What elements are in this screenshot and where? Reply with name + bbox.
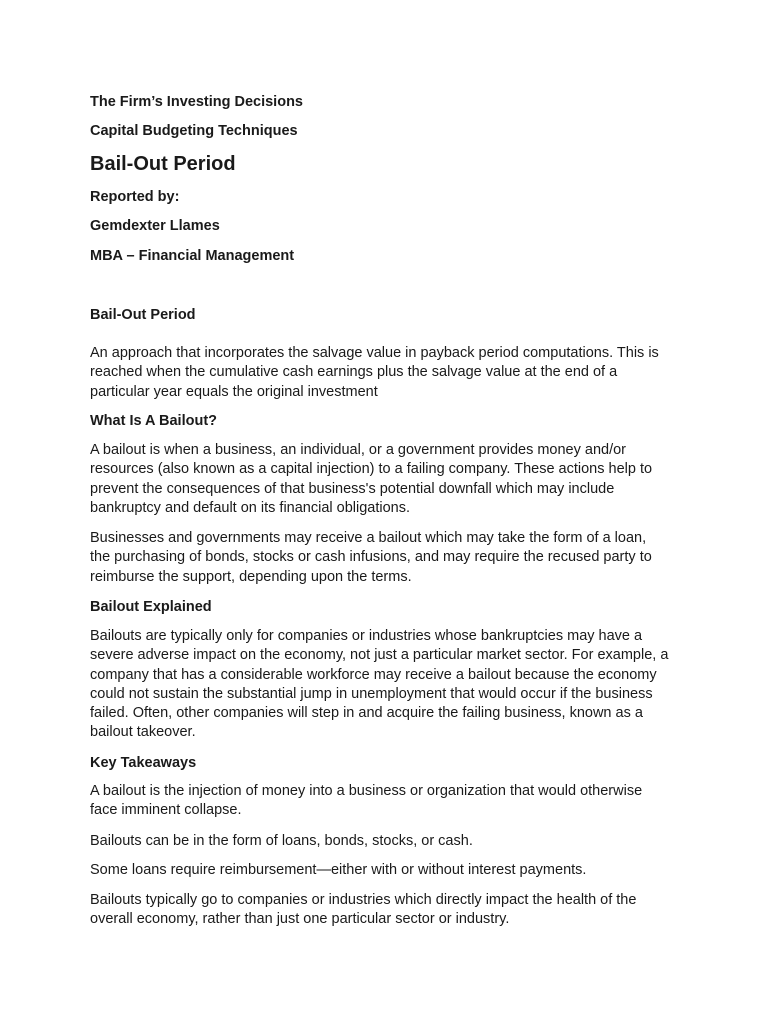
section-heading-key-takeaways: Key Takeaways [90, 755, 197, 771]
document-title: Bail-Out Period [90, 153, 236, 175]
reported-by-label: Reported by: [90, 189, 180, 205]
section-heading-bailout-explained: Bailout Explained [90, 599, 212, 615]
paragraph-bailout-period-definition: An approach that incorporates the salvage value in payback period computations. This is reached when the cumulative cash earnings plus the salvage value at the end of a particular year equals the original investment [90, 345, 659, 400]
section-heading-what-is-bailout: What Is A Bailout? [90, 413, 218, 429]
paragraph-what-is-bailout-1: A bailout is when a business, an individual, or a government provides money and/or resources (also known as a capital injection) to a failing company. These actions help to prevent the consequences of that business's potential downfall which may include bankruptcy and default on its financial obligations. [90, 442, 653, 516]
takeaway-item: Bailouts typically go to companies or industries which directly impact the health of the overall economy, rather than just one particular sector or industry. [90, 892, 637, 928]
paragraph-bailout-explained: Bailouts are typically only for companies or industries whose bankruptcies may have a severe adverse impact on the economy, not just a particular market sector. For example, a company that has a considerable workforce may receive a bailout because the economy could not sustain the substantial jump in unemployment that would occur if the business failed. Often, other companies will step in and acquire the failing business, known as a bailout takeover. [90, 628, 669, 741]
course-title: The Firm’s Investing Decisions [90, 94, 303, 110]
takeaway-item: Some loans require reimbursement—either with or without interest payments. [90, 862, 587, 878]
topic-subtitle: Capital Budgeting Techniques [90, 123, 298, 139]
program-name: MBA – Financial Management [90, 248, 295, 264]
takeaway-item: Bailouts can be in the form of loans, bonds, stocks, or cash. [90, 833, 473, 849]
section-heading-bailout-period: Bail-Out Period [90, 307, 196, 323]
author-name: Gemdexter Llames [90, 218, 220, 234]
takeaway-item: A bailout is the injection of money into a business or organization that would otherwise face imminent collapse. [90, 783, 643, 819]
paragraph-what-is-bailout-2: Businesses and governments may receive a bailout which may take the form of a loan, the purchasing of bonds, stocks or cash infusions, and may require the recused party to reimburse the support, depending upon the terms. [90, 530, 652, 585]
